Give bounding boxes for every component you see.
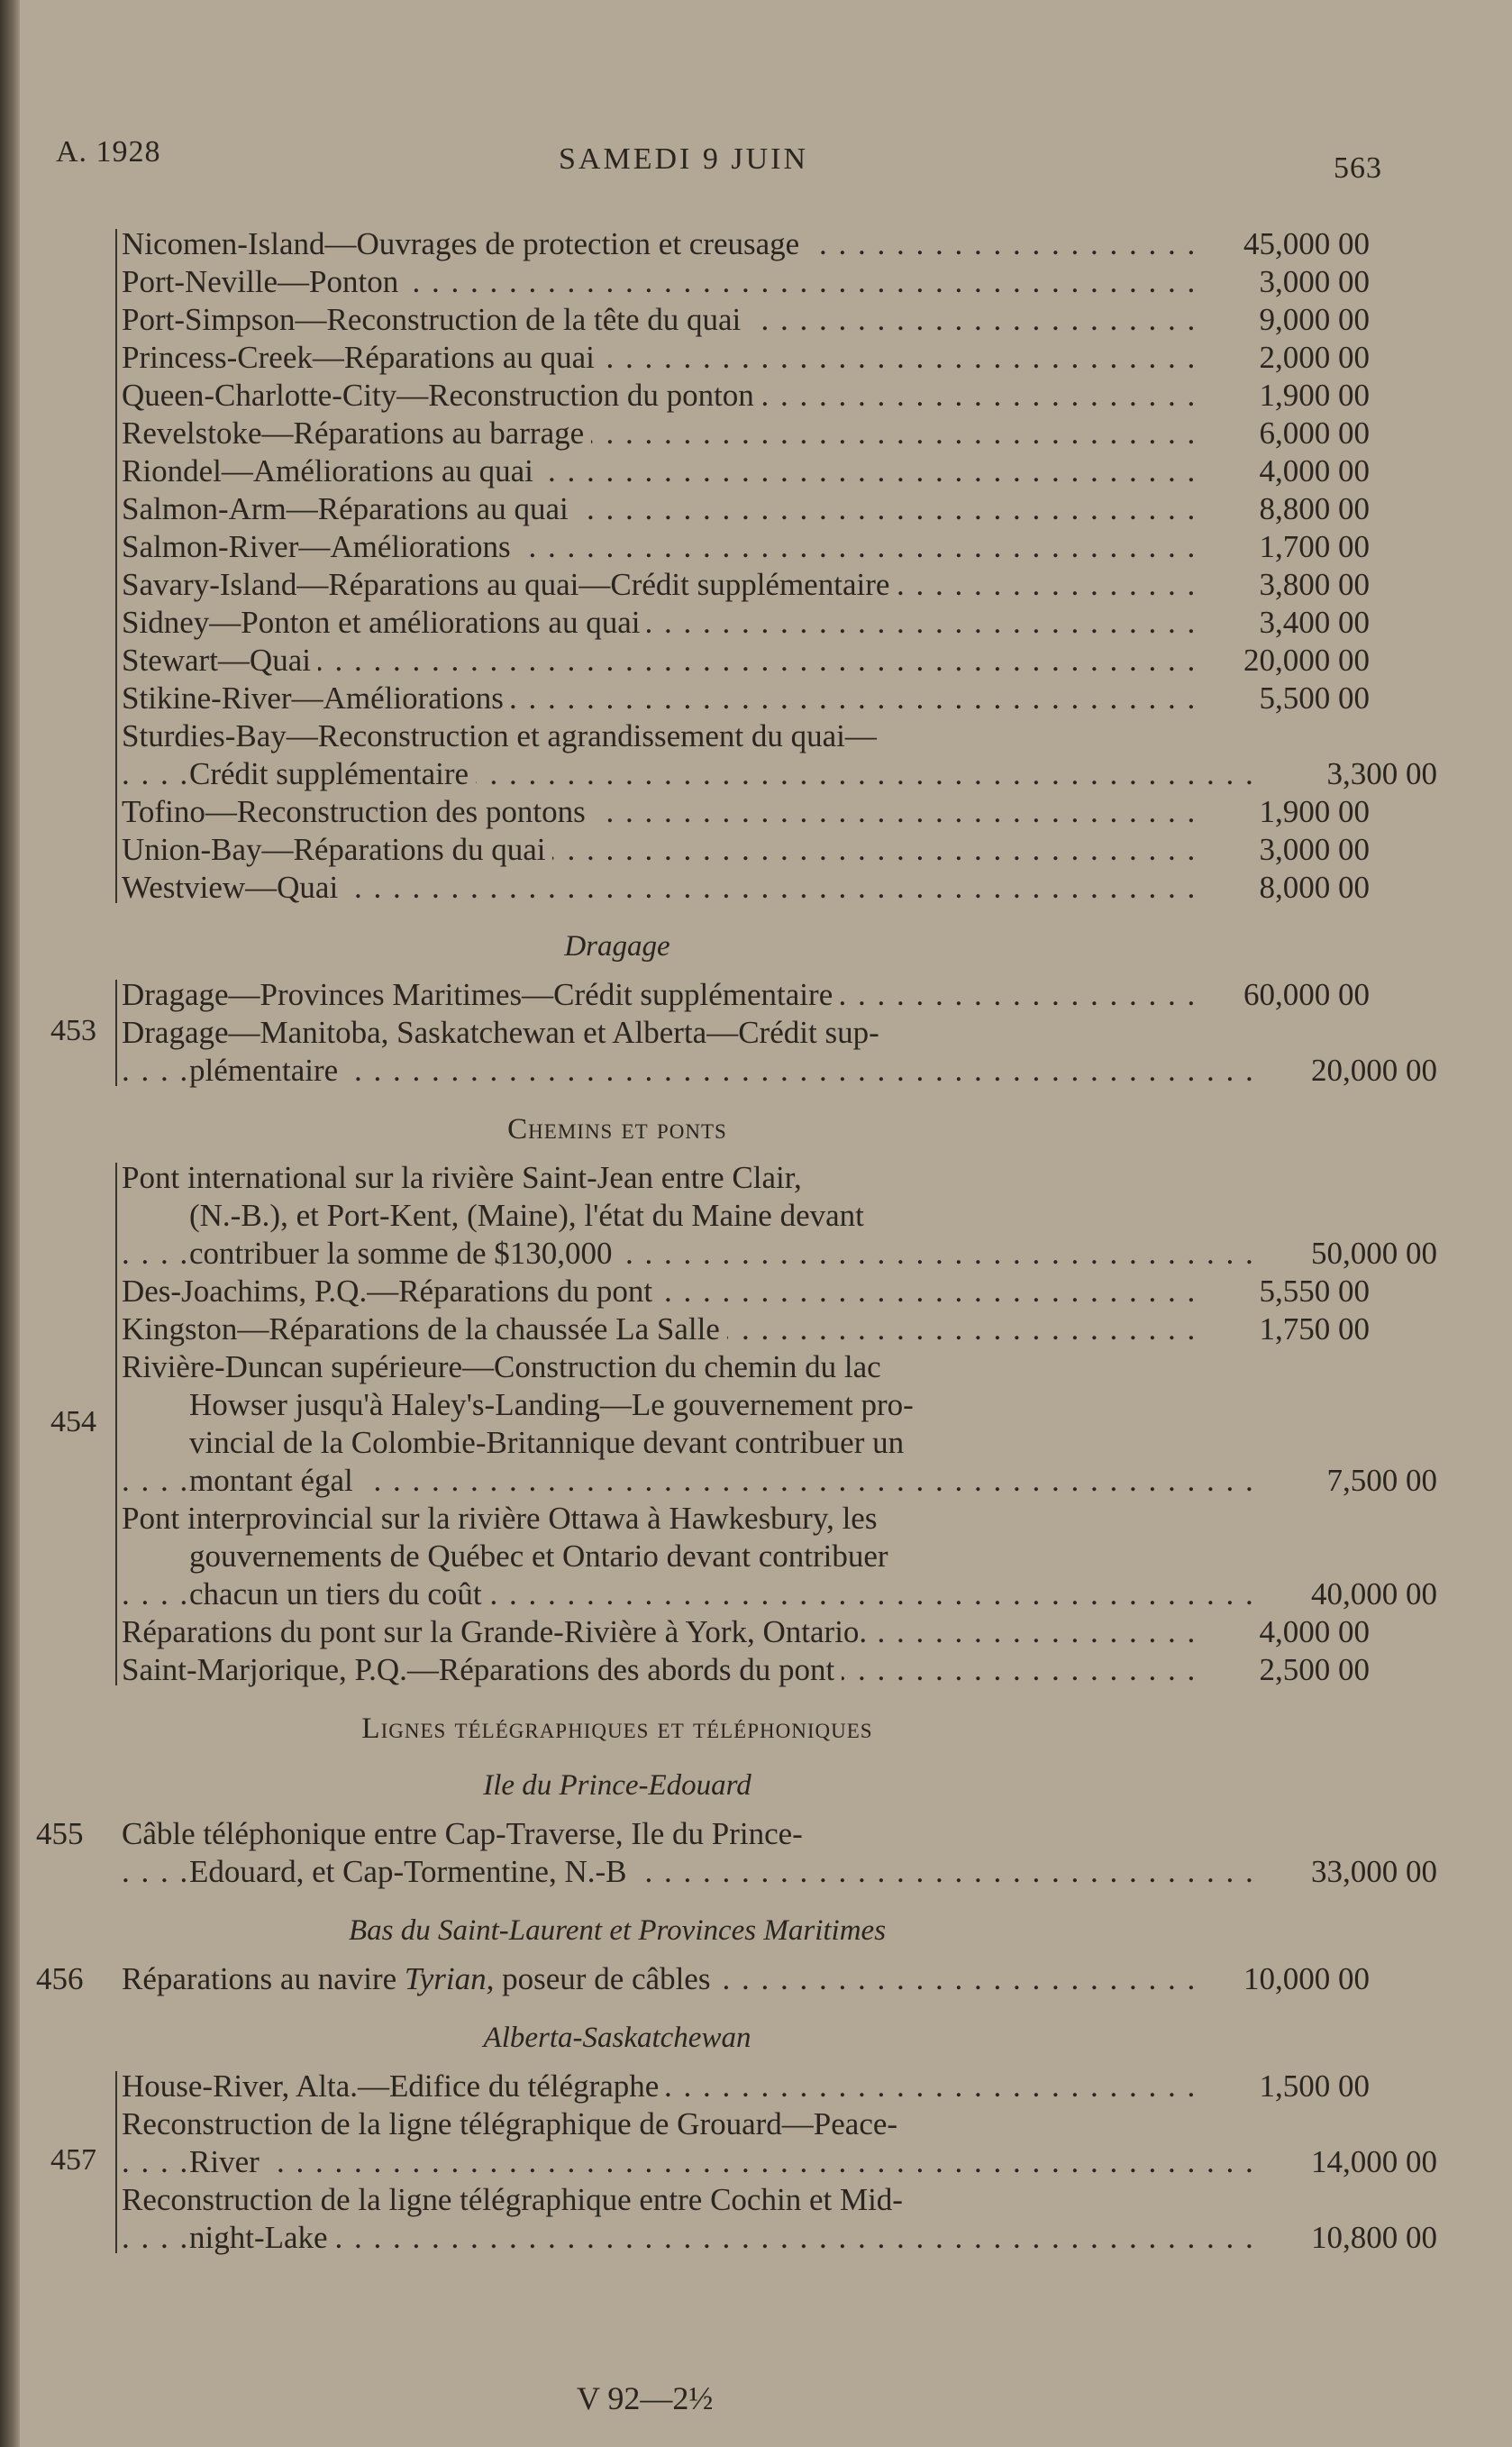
item-text-line: Savary-Island—Réparations au quai—Crédit supplémentaire [122, 567, 897, 602]
item-text-line: Edouard, et Cap-Tormentine, N.-B [189, 1854, 633, 1889]
item-amount: 40,000 00 [1311, 1576, 1437, 1612]
item-text [122, 1235, 1266, 1273]
item-text-line: Port-Neville—Ponton [122, 264, 405, 299]
item-text [122, 869, 1198, 907]
item-row [36, 490, 1406, 528]
item-text-line: Tofino—Reconstruction des pontons [122, 794, 593, 829]
item-text [122, 1273, 1198, 1310]
item-row [36, 2219, 1437, 2257]
item-text-line: Salmon-Arm—Réparations au quai [122, 491, 576, 526]
item-row [36, 1651, 1406, 1689]
item-text [122, 225, 1198, 263]
vote-457-group [36, 2068, 1437, 2257]
item-text-line: Saint-Marjorique, P.Q.—Réparations des abords du pont [122, 1652, 842, 1687]
item-text [122, 2143, 1266, 2181]
item-text [122, 831, 1198, 869]
header-date: SAMEDI 9 JUIN [559, 142, 808, 176]
item-row [36, 301, 1406, 339]
item-amount: 20,000 00 [1243, 643, 1370, 678]
item-text [122, 263, 1198, 301]
item-text-b: poseur de câbles [494, 1961, 711, 1996]
item-text [122, 1853, 1266, 1891]
vote-456-row [36, 1960, 1406, 1998]
item-amount: 4,000 00 [1259, 453, 1370, 488]
item-text [122, 642, 1198, 680]
item-text [122, 793, 1198, 831]
section-heading-chemins: Chemins et ponts [507, 1113, 727, 1146]
item-text [122, 566, 1198, 604]
item-text-line: Câble téléphonique entre Cap-Traverse, Ile du Prince- [122, 1816, 810, 1851]
item-amount: 45,000 00 [1243, 226, 1370, 261]
item-row [36, 225, 1406, 263]
item-row [36, 1235, 1437, 1273]
item-text [122, 1651, 1198, 1689]
item-text [122, 1159, 1198, 1197]
item-text-line: (N.-B.), et Port-Kent, (Maine), l'état du Maine devant [189, 1198, 871, 1233]
item-amount: 7,500 00 [1326, 1463, 1437, 1498]
item-text-line: Crédit supplémentaire [189, 756, 476, 791]
item-text-line: Nicomen-Island—Ouvrages de protection et creusage [122, 226, 806, 261]
item-text [122, 1348, 1198, 1386]
item-row [36, 831, 1406, 869]
item-row [36, 1052, 1437, 1090]
item-row [36, 2105, 1406, 2143]
item-amount: 9,000 00 [1259, 302, 1370, 337]
item-amount: 1,900 00 [1259, 378, 1370, 413]
item-amount: 6,000 00 [1259, 415, 1370, 451]
page-footer-signature: V 92—2½ [577, 2380, 714, 2416]
item-row [36, 869, 1406, 907]
item-text-line: Dragage—Provinces Maritimes—Crédit supplémentaire [122, 977, 840, 1012]
item-amount: 1,500 00 [1259, 2068, 1370, 2104]
item-row [36, 1197, 1406, 1235]
item-text-line: Sidney—Ponton et améliorations au quai [122, 605, 647, 640]
item-row [36, 452, 1406, 490]
item-text [122, 1014, 1198, 1052]
item-text-line: Réparations du pont sur la Grande-Rivière à York, Ontario. [122, 1614, 874, 1649]
item-text-line: chacun un tiers du coût [189, 1576, 489, 1612]
item-amount: 3,000 00 [1259, 264, 1370, 299]
item-row [36, 415, 1406, 452]
vote-number: 456 [36, 1961, 84, 1996]
item-row [36, 1273, 1406, 1310]
item-text-line: Queen-Charlotte-City—Reconstruction du ponton [122, 378, 761, 413]
item-amount: 14,000 00 [1311, 2144, 1437, 2179]
item-text [122, 377, 1198, 415]
document-page [36, 108, 1437, 2416]
subheading-ile-prince-edouard: Ile du Prince-Edouard [483, 1769, 751, 1802]
item-text [122, 1052, 1266, 1090]
vote-453-group [36, 976, 1437, 1090]
item-row [36, 1613, 1406, 1651]
item-amount: 8,800 00 [1259, 491, 1370, 526]
item-amount: 3,300 00 [1326, 756, 1437, 791]
item-text-line: Stewart—Quai [122, 643, 318, 678]
item-row [36, 2068, 1406, 2105]
item-text [122, 2105, 1198, 2143]
page-number: 563 [1334, 151, 1382, 185]
item-text-line: House-River, Alta.—Edifice du télégraphe [122, 2068, 666, 2104]
item-text-line: night-Lake [189, 2220, 335, 2255]
item-text [122, 301, 1198, 339]
item-row [36, 755, 1437, 793]
subheading-bas-saint-laurent: Bas du Saint-Laurent et Provinces Maritimes [348, 1914, 887, 1947]
item-text-line: Princess-Creek—Réparations au quai [122, 340, 602, 375]
item-amount: 50,000 00 [1311, 1236, 1437, 1271]
item-text [122, 717, 1198, 755]
item-row [36, 1853, 1437, 1891]
item-row [36, 976, 1406, 1014]
item-amount: 60,000 00 [1243, 977, 1370, 1012]
section-heading-dragage: Dragage [564, 930, 670, 963]
item-text [122, 1424, 1266, 1462]
item-amount: 3,800 00 [1259, 567, 1370, 602]
item-row [36, 1538, 1406, 1575]
item-text-line: Westview—Quai [122, 870, 345, 905]
item-text [122, 680, 1198, 717]
item-row [36, 717, 1406, 755]
item-amount: 3,000 00 [1259, 832, 1370, 867]
item-row [36, 604, 1406, 642]
item-amount: 1,750 00 [1259, 1311, 1370, 1347]
item-text [122, 1575, 1266, 1613]
item-text [122, 339, 1198, 377]
item-row [36, 1575, 1437, 1613]
subheading-alberta-saskatchewan: Alberta-Saskatchewan [483, 2022, 751, 2054]
item-text-line: Dragage—Manitoba, Saskatchewan et Alberta—Crédit sup- [122, 1015, 887, 1050]
item-row [36, 1310, 1406, 1348]
item-text [122, 1960, 1198, 1998]
item-row [36, 2181, 1406, 2219]
item-amount: 2,000 00 [1259, 340, 1370, 375]
item-text-line: Stikine-River—Améliorations [122, 680, 511, 716]
item-amount: 10,800 00 [1311, 2220, 1437, 2255]
item-text [122, 415, 1198, 452]
item-amount: 5,500 00 [1259, 680, 1370, 716]
page-header [36, 108, 1406, 185]
item-row [36, 1424, 1406, 1462]
item-row [36, 1386, 1406, 1424]
wharf-items-group [36, 225, 1437, 907]
item-text [122, 1386, 1266, 1424]
item-amount: 33,000 00 [1311, 1854, 1437, 1889]
item-amount: 1,700 00 [1259, 529, 1370, 564]
item-text-line: montant égal [189, 1463, 360, 1498]
item-row [36, 1815, 1406, 1853]
item-amount: 5,550 00 [1259, 1274, 1370, 1309]
item-row [36, 642, 1406, 680]
item-amount: 3,400 00 [1259, 605, 1370, 640]
item-text-line: Sturdies-Bay—Reconstruction et agrandissement du quai— [122, 718, 884, 753]
item-text [122, 1197, 1266, 1235]
ship-name: Tyrian, [404, 1961, 495, 1996]
item-row [36, 528, 1406, 566]
item-amount: 10,000 00 [1243, 1961, 1370, 1996]
item-text-line: Reconstruction de la ligne télégraphique entre Cochin et Mid- [122, 2182, 910, 2217]
item-text [122, 976, 1198, 1014]
item-text-line: Port-Simpson—Reconstruction de la tête du quai [122, 302, 748, 337]
vote-number: 455 [36, 1816, 84, 1851]
item-row [36, 377, 1406, 415]
item-text-line: gouvernements de Québec et Ontario devant contribuer [189, 1539, 896, 1574]
vote-number: 453 [50, 1014, 96, 1047]
section-heading-lignes: Lignes télégraphiques et téléphoniques [361, 1712, 873, 1745]
item-text [122, 1538, 1266, 1575]
item-row [36, 1014, 1406, 1052]
item-text-line: Reconstruction de la ligne télégraphique de Grouard—Peace- [122, 2106, 905, 2141]
item-text-line: Riondel—Améliorations au quai [122, 453, 541, 488]
item-row [36, 1462, 1437, 1500]
item-text-line: contribuer la somme de $130,000 [189, 1236, 619, 1271]
vote-number: 454 [50, 1405, 96, 1438]
vote-455-item [36, 1815, 1437, 1891]
item-row [36, 1500, 1406, 1538]
item-text-line: Union-Bay—Réparations du quai [122, 832, 552, 867]
item-text [122, 1815, 1198, 1853]
item-text-line: River [189, 2144, 267, 2179]
item-row [36, 793, 1406, 831]
item-text-line: Pont international sur la rivière Saint-Jean entre Clair, [122, 1160, 809, 1195]
document-body [36, 225, 1437, 2257]
item-text-line: Des-Joachims, P.Q.—Réparations du pont [122, 1274, 660, 1309]
item-text [122, 604, 1198, 642]
item-text [122, 2181, 1198, 2219]
book-binding-shadow [0, 0, 20, 2447]
item-text [122, 2068, 1198, 2105]
item-row [36, 680, 1406, 717]
header-year: A. 1928 [56, 135, 161, 169]
item-row [36, 263, 1406, 301]
item-amount: 1,900 00 [1259, 794, 1370, 829]
item-text [122, 452, 1198, 490]
item-text-line: Revelstoke—Réparations au barrage [122, 415, 591, 451]
item-row [36, 2143, 1437, 2181]
item-text-line: Salmon-River—Améliorations [122, 529, 518, 564]
item-amount: 20,000 00 [1311, 1053, 1437, 1088]
item-text-line: Howser jusqu'à Haley's-Landing—Le gouvernement pro- [189, 1387, 921, 1422]
item-row [36, 1348, 1406, 1386]
item-text [122, 1500, 1198, 1538]
vote-number: 457 [50, 2143, 96, 2177]
item-row [36, 339, 1406, 377]
item-row [36, 566, 1406, 604]
item-amount: 8,000 00 [1259, 870, 1370, 905]
item-text-line: Rivière-Duncan supérieure—Construction du chemin du lac [122, 1349, 888, 1384]
item-text-line: Pont interprovincial sur la rivière Ottawa à Hawkesbury, les [122, 1501, 884, 1536]
item-text [122, 755, 1266, 793]
item-text [122, 528, 1198, 566]
item-text [122, 1613, 1198, 1651]
item-text [122, 2219, 1266, 2257]
item-text [122, 1310, 1198, 1348]
item-text-a: Réparations au navire [122, 1961, 405, 1996]
item-amount: 4,000 00 [1259, 1614, 1370, 1649]
item-text-line: Kingston—Réparations de la chaussée La Salle [122, 1311, 727, 1347]
item-text [122, 1462, 1266, 1500]
item-row [36, 1159, 1406, 1197]
vote-454-group [36, 1159, 1437, 1689]
item-text [122, 490, 1198, 528]
item-amount: 2,500 00 [1259, 1652, 1370, 1687]
item-text-line: plémentaire [189, 1053, 345, 1088]
item-text-line: vincial de la Colombie-Britannique devant contribuer un [189, 1425, 911, 1460]
